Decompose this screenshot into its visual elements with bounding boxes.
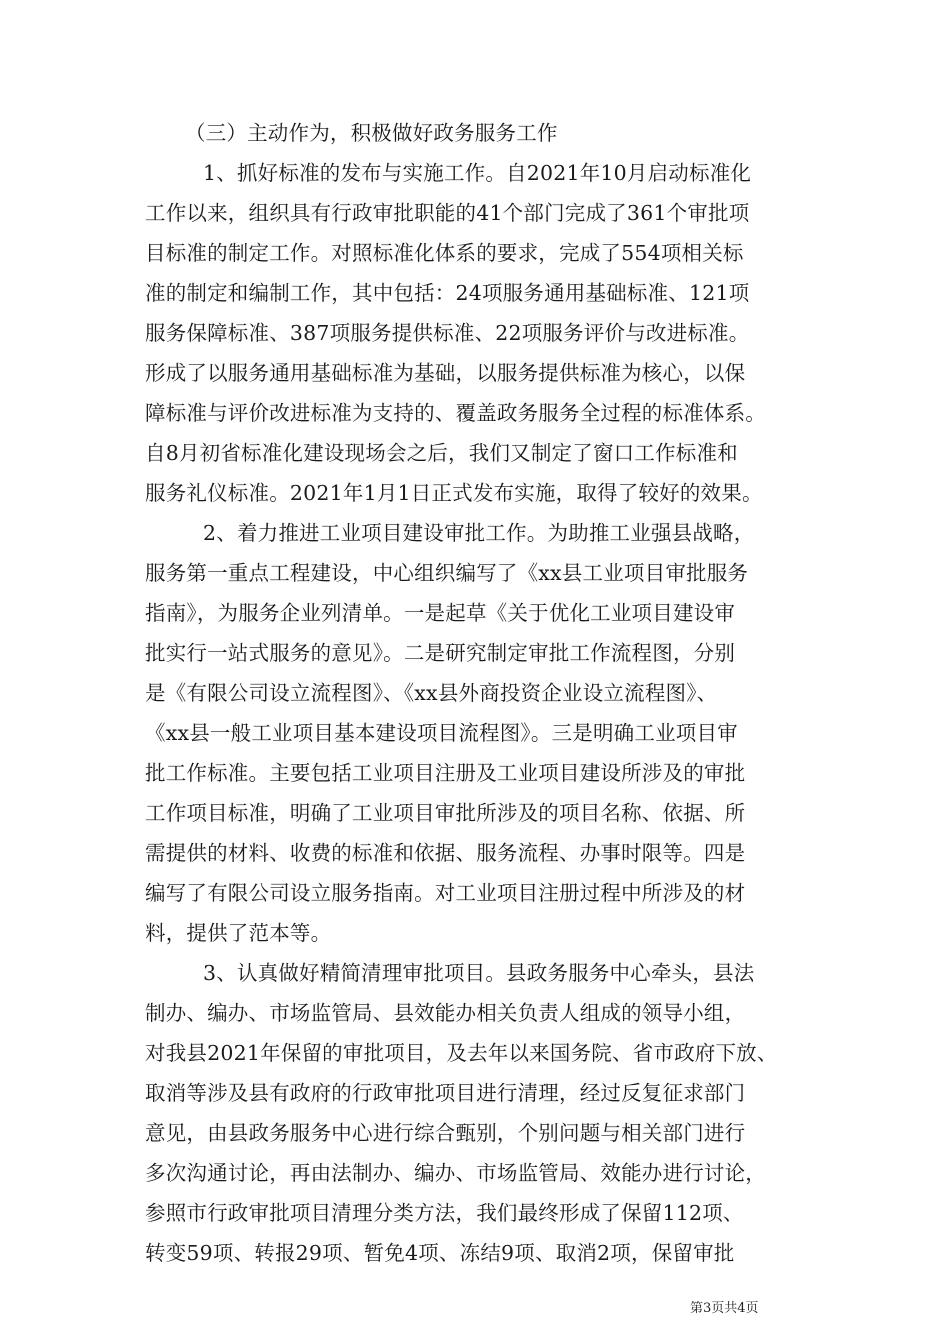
- text-line: 多次沟通讨论，再由法制办、编办、市场监管局、效能办进行讨论，: [145, 1161, 766, 1185]
- text-line: 障标准与评价改进标准为支持的、覆盖政务服务全过程的标准体系。: [145, 401, 766, 425]
- text-line: 工作项目标准，明确了工业项目审批所涉及的项目名称、依据、所: [145, 801, 746, 825]
- text-line: 目标准的制定工作。对照标准化体系的要求，完成了554项相关标: [145, 241, 744, 265]
- text-line: 意见，由县政务服务中心进行综合甄别，个别问题与相关部门进行: [145, 1121, 746, 1145]
- text-line: 《xx县一般工业项目基本建设项目流程图》。三是明确工业项目审: [145, 721, 738, 745]
- text-line: 批工作标准。主要包括工业项目注册及工业项目建设所涉及的审批: [145, 761, 746, 785]
- text-line: 取消等涉及县有政府的行政审批项目进行清理，经过反复征求部门: [145, 1081, 746, 1105]
- text-line: （三）主动作为，积极做好政务服务工作: [185, 121, 558, 145]
- text-line: 3、认真做好精简清理审批项目。县政务服务中心牵头，县法: [203, 961, 755, 985]
- text-line: 料，提供了范本等。: [145, 921, 332, 945]
- text-line: 转变59项、转报29项、暂免4项、冻结9项、取消2项，保留审批: [145, 1241, 735, 1265]
- text-line: 对我县2021年保留的审批项目，及去年以来国务院、省市政府下放、: [145, 1041, 778, 1065]
- text-line: 是《有限公司设立流程图》、《xx县外商投资企业设立流程图》、: [145, 681, 718, 705]
- text-line: 制办、编办、市场监管局、县效能办相关负责人组成的领导小组，: [145, 1001, 746, 1025]
- text-line: 工作以来，组织具有行政审批职能的41个部门完成了361个审批项: [145, 201, 750, 225]
- text-line: 准的制定和编制工作，其中包括：24项服务通用基础标准、121项: [145, 281, 750, 305]
- text-line: 批实行一站式服务的意见》。二是研究制定审批工作流程图，分别: [145, 641, 736, 665]
- text-line: 服务第一重点工程建设，中心组织编写了《xx县工业项目审批服务: [145, 561, 749, 585]
- text-line: 服务保障标准、387项服务提供标准、22项服务评价与改进标准。: [145, 321, 750, 345]
- text-line: 1、抓好标准的发布与实施工作。自2021年10月启动标准化: [203, 161, 752, 185]
- page-footer: 第3页共4页: [690, 1301, 759, 1316]
- text-line: 编写了有限公司设立服务指南。对工业项目注册过程中所涉及的材: [145, 881, 746, 905]
- text-line: 参照市行政审批项目清理分类方法，我们最终形成了保留112项、: [145, 1201, 744, 1225]
- text-line: 服务礼仪标准。2021年1月1日正式发布实施，取得了较好的效果。: [145, 481, 763, 505]
- text-line: 需提供的材料、收费的标准和依据、服务流程、办事时限等。四是: [145, 841, 746, 865]
- text-line: 2、着力推进工业项目建设审批工作。为助推工业强县战略，: [203, 521, 755, 545]
- text-line: 自8月初省标准化建设现场会之后，我们又制定了窗口工作标准和: [145, 441, 738, 465]
- text-line: 形成了以服务通用基础标准为基础，以服务提供标准为核心，以保: [145, 361, 746, 385]
- text-line: 指南》，为服务企业列清单。一是起草《关于优化工业项目建设审: [145, 601, 736, 625]
